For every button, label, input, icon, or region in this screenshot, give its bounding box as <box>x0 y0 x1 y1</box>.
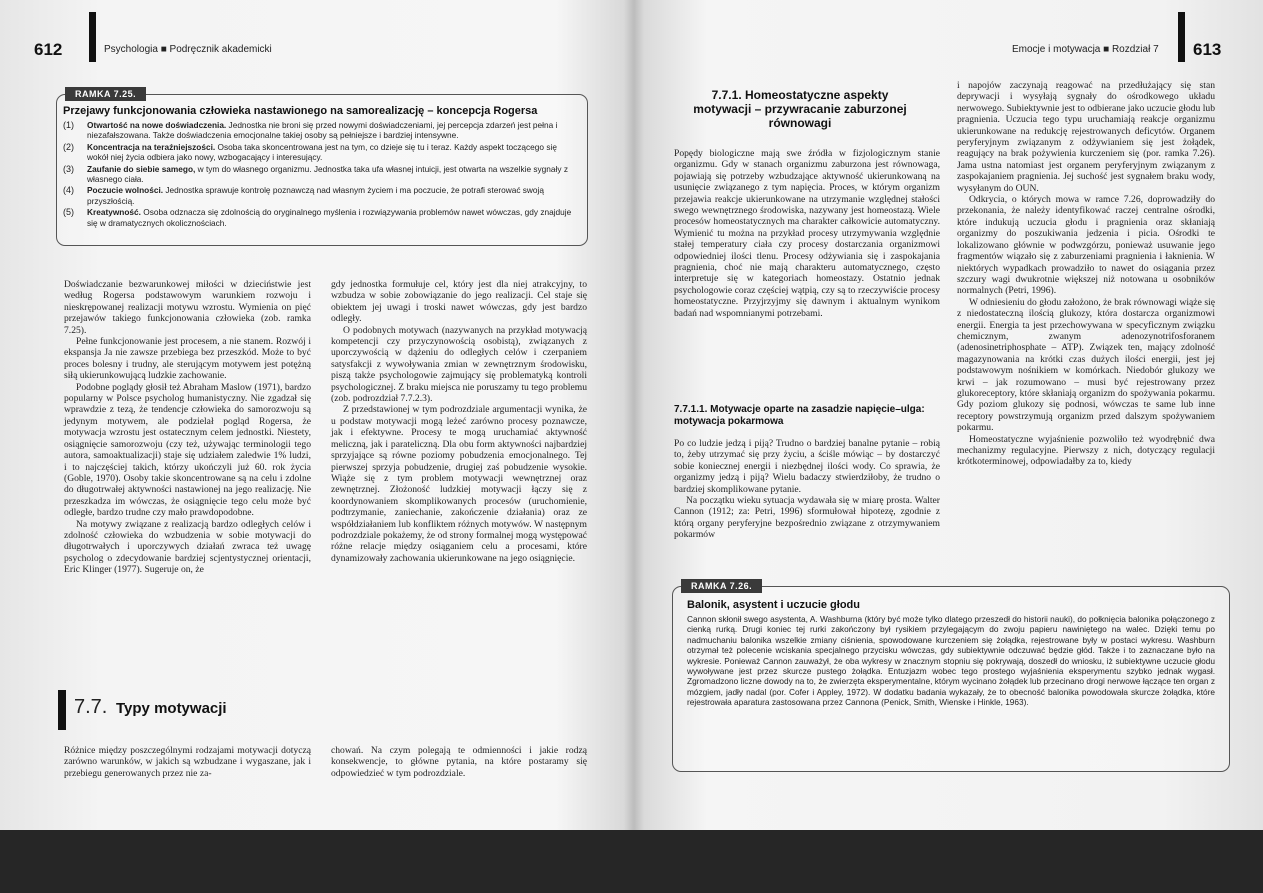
running-head-right: Emocje i motywacja ■ Rozdział 7 <box>1012 44 1159 55</box>
paragraph: Na motywy związane z realizacją bardzo odległych celów i zdolność człowieka do wzbudzenia w sobie motywacji do długotrwałych i uporczywych działań zwraca też uwagę psycholog o zdecydowanie bardziej scjentystycznej orientacji, Eric Klinger (1977). Sugeruje on, że <box>64 518 311 576</box>
paragraph: Pełne funkcjonowanie jest procesem, a nie stanem. Rozwój i ekspansja Ja nie zawsze przebiega bez przeszkód. Może to być proces bolesny i trudny, ale sterującym motywem jest potężną siłą ukierunkowującą ludzkie zachowanie. <box>64 336 311 382</box>
box-title: Przejawy funkcjonowania człowieka nastawionego na samorealizację – koncepcja Rogersa <box>63 105 538 117</box>
paragraph: Doświadczanie bezwarunkowej miłości w dzieciństwie jest według Rogersa podstawowym warunkiem rozwoju i nieskrępowanej realizacji motywu wzrostu. Wymienia on pięć przejawów takiego funkcjonowania człowieka (zob. ramka 7.25). <box>64 279 311 336</box>
box-item: (5) Kreatywność. Osoba odznacza się zdolnością do oryginalnego myślenia i rozwiązywania problemów nawet wówczas, gdy znajduje się w dramatycznych okolicznościach. <box>63 207 572 228</box>
section-7-7-1-title: 7.7.1. Homeostatyczne aspekty motywacji – przywracanie zaburzonej równowagi <box>693 88 907 130</box>
box-item: (2) Koncentracja na teraźniejszości. Osoba taka skoncentrowana jest na tym, co dzieje się tu i teraz. Każdy aspekt toczącego się wokół niej życia odbiera jako nowy, wzbogacający i interesujący. <box>63 141 557 163</box>
section-7-7-heading <box>58 690 358 730</box>
box-item: (4) Poczucie wolności. Jednostka sprawuje kontrolę poznawczą nad własnym życiem i ma poczucie, że potrafi sterować swoją przyszłością. <box>63 185 544 206</box>
box-7-26 <box>672 581 1230 772</box>
paragraph: Podobne poglądy głosił też Abraham Maslow (1971), bardzo popularny w Polsce psycholog humanistyczny. Nie zgadzał się wprawdzie z tezą, że tendencje człowieka do samorozwoju są jedynym motywem, ale podzielał pogląd Rogersa, że motywacja wzrostu jest ostatecznym celem jednostki. Niestety, osiągnięcie samorozwoju (czy też, używając terminologii tego autora, samoaktualizacji) staje się udziałem zaledwie 1% ludzi, i to najczęściej takich, którzy ukończyli już 60. rok życia (Goble, 1970). Osoby takie skoncentrowane są na celu i zdolne do długotrwałej aktywności nastawionej na jego realizację. Nie przeszkadza im wówczas, że osiągnięcie tego celu może być odległe, bardzo trudne czy mało prawdopodobne. <box>64 381 311 519</box>
box-tag: RAMKA 7.26. <box>681 579 762 593</box>
left-col-1 <box>64 279 311 576</box>
section-title: Typy motywacji <box>116 700 227 717</box>
left-bottom-col-1 <box>64 745 311 779</box>
left-page <box>0 0 628 850</box>
paragraph: Po co ludzie jedzą i piją? Trudno o bardziej banalne pytanie – robią to, żeby utrzymać się przy życiu, a ściśle mówiąc – by dostarczyć sobie koniecznej energii i niezbędnej ilości wody. Co sprawia, że organizmy jedzą i piją? Wielu badaczy stwierdziłoby, że trudno o bardziej skomplikowane pytanie. <box>674 438 940 495</box>
left-bottom-col-2 <box>331 745 587 779</box>
box-item-list <box>63 120 575 228</box>
right-page <box>632 0 1263 850</box>
page-number-right: 613 <box>1193 40 1222 59</box>
paragraph: Odkrycia, o których mowa w ramce 7.26, doprowadziły do przekonania, że należy identyfikować raczej centralne ośrodki, które indukują uczucia głodu i pragnienia oraz skłaniają organizmy do poszukiwania jedzenia i picia. Ośrodki te lokalizowano głównie w podwzgórzu, ponieważ usuwanie jego fragmentów wiązało się z zaburzeniami pragnienia i łaknienia. W niektórych wypadkach prowadziło to nawet do osiągania przez szczury wagi dwukrotnie większej niż notowana u osobników normalnych (Petri, 1996). <box>957 194 1215 297</box>
paragraph: Popędy biologiczne mają swe źródła w fizjologicznym stanie organizmu. Gdy w stanach organizmu zaburzona jest równowaga, pojawiają się potrzeby wzbudzające aktywność ukierunkowaną na usunięcie związanego z tym napięcia. Proces, w którym organizm przejawia reakcje ukierunkowane na utrzymanie względnej stałości swego wewnętrznego środowiska, nazywany jest homeostazą. Wiele procesów homeostatycznych ma charakter całkowicie automatyczny. Wymienić tu można na przykład procesy utrzymywania względnie stałej temperatury ciała czy procesy dostarczania organizmowi odpowiedniej ilości tlenu. Procesy odżywiania się i zaspokajania pragnienia, choć nie mają charakteru automatycznego, często interpretuje się w kategoriach homeostazy. Ostatnio jednak psychologowie coraz częściej wątpią, czy są to rzeczywiście procesy homeostatyczne. Przyjrzyjmy się dawnym i aktualnym wynikom badań nad wspomnianymi potrzebami. <box>674 148 940 319</box>
paragraph: W odniesieniu do głodu założono, że brak równowagi wiąże się z niedostateczną ilością glukozy, która dostarcza organizmowi energii. Energia ta jest przechowywana w specyficznym związku chemicznym, zwanym adenozynotrifosforanem (adenosinetriphosphate – ATP). Związek ten, mający zdolność magazynowania na krótki czas dużych ilości energii, jest jej podstawowym nośnikiem w komórkach. Niedobór glukozy we krwi – jak rozumowano – musi być rejestrowany przez glukoreceptory, które skłaniają organizm do spożywania pokarmu. Gdy poziom glukozy się podnosi, wówczas te same lub inne receptory powstrzymują organizm przed dalszym spożywaniem pokarmu. <box>957 296 1215 434</box>
page-number-left: 612 <box>34 40 63 59</box>
section-bar <box>58 690 66 730</box>
running-head-left: Psychologia ■ Podręcznik akademicki <box>104 44 272 55</box>
paragraph: i napojów zaczynają reagować na przedłużający się stan deprywacji i wysyłają sygnały do ośrodkowego układu nerwowego. Subiektywnie jest to odbierane jako uczucie głodu lub pragnienia. Uczucia tego typu uruchamiają reakcje organizmu ukierunkowane na redukcję rejestrowanych deficytów. Organem peryferyjnym związanym z odżywianiem się jest żołądek, reagujący na brak pożywienia kurczeniem się (por. ramka 7.26). Jama ustna natomiast jest organem peryferyjnym związanym z zaspokajaniem pragnienia. Jej suchość jest sygnałem braku wody, wysyłanym do OUN. <box>957 80 1215 194</box>
paragraph: Na początku wieku sytuacja wydawała się w miarę prosta. Walter Cannon (1912; za: Petri, 1996) sformułował hipotezę, zgodnie z którą organy peryferyjne bezpośrednio związane z otrzymywaniem pokarmów <box>674 495 940 541</box>
section-7-7-1-1-title: 7.7.1.1. Motywacje oparte na zasadzie napięcie–ulga: motywacja pokarmowa <box>674 404 925 427</box>
paragraph: chowań. Na czym polegają te odmienności i jakie rodzą konsekwencje, to główne pytania, na które postaramy się odpowiedzieć w tym podrozdziale. <box>331 745 587 779</box>
right-col-1 <box>674 148 940 319</box>
right-col-2 <box>957 80 1215 468</box>
header-bar-left <box>89 12 96 62</box>
box-7-25 <box>56 89 588 246</box>
paragraph: Homeostatyczne wyjaśnienie pozwoliło też wyodrębnić dwa mechanizmy regulacyjne. Pierwszy z nich, dotyczący regulacji krótkoterminowej, odpowiadałby za to, kiedy <box>957 433 1215 468</box>
box-text: Cannon skłonił swego asystenta, A. Washburna (który być może tylko dlatego przeszedł do historii nauki), do połknięcia balonika połączonego z cienką rurką. Drugi koniec tej rurki zakończony był rysikiem przylegającym do zwoju papieru nawiniętego na walec. Dzięki temu po nadmuchaniu balonika wszelkie zmiany ciśnienia, spowodowane kurczeniem się żołądka, rejestrowane były w postaci wykresu. Washburn otrzymał też polecenie wciskania specjalnego przycisku wówczas, gdy subiektywnie odczuwać będzie głód. Także i to zaznaczane było na wykresie. Ponieważ Cannon zauważył, że oba wykresy w znacznym stopniu się pokrywają, doszedł do wniosku, iż subiektywne uczucie głodu wywoływane jest przez skurcze pustego żołądka. Entuzjazm wobec tego prostego wyjaśnienia eksperymentu szybko jednak wygasł. Zgromadzono liczne dowody na to, że zwierzęta eksperymentalne, którym wycinano żołądek lub przecinano drogi nerwowe łączące ten organ z mózgiem, jadły nadal (por. Cofer i Appley, 1972). W dodatku badania wykazały, że to obecność balonika powodowała skurcze żołądka, które rejestrowała aparatura zastosowana przez Cannona (Penick, Smith, Wienske i Hinkle, 1963). <box>687 614 1215 708</box>
paragraph: Różnice między poszczególnymi rodzajami motywacji dotyczą zarówno warunków, w jakich są wzbudzane i wygaszane, jak i przebiegu generowanych przez nie za- <box>64 745 311 779</box>
paragraph: O podobnych motywach (nazywanych na przykład motywacją kompetencji czy przyczynowością osobistą), związanych z uporczywością w dążeniu do odległych celów i czerpaniem satysfakcji z wywoływania zmian w zewnętrznym środowisku, piszą także psychologowie zajmujący się problematyką kontroli psychologicznej. Z braku miejsca nie poruszamy tu tego problemu (zob. podrozdział 7.7.2.3). <box>331 324 587 405</box>
right-col-1b <box>674 438 940 541</box>
paragraph: Z przedstawionej w tym podrozdziale argumentacji wynika, że u podstaw motywacji mogą leżeć zarówno procesy poznawcze, jak i efektywne. Procesy te mogą uruchamiać aktywność meliczną, jak i parateliczną. Dla obu form aktywności najbardziej sprzyjające są równe poziomy pobudzenia emocjonalnego. Tej pierwszej sprzyja pobudzenie, drugiej zaś pobudzenie wysokie. Wiąże się z tym problem motywacji wewnętrznej oraz zewnętrznej. Złożoność ludzkiej motywacji łączy się z koordynowaniem skomplikowanych procesów (uruchomienie, podtrzymanie, zaniechanie, zakończenie działania) oraz ze współdziałaniem lub konfliktem różnych motywów. W następnym podrozdziale pokażemy, że od strony formalnej mogą występować różne relacje między osiąganiem celu a procesami, które dynamizowały zachowania ukierunkowane na jego osiągnięcie. <box>331 404 587 564</box>
paragraph: gdy jednostka formułuje cel, który jest dla niej atrakcyjny, to wzbudza w sobie zobowiązanie do jego realizacji. Cel staje się obiektem jej uwagi i troski nawet wówczas, gdy jest bardzo odległy. <box>331 279 587 325</box>
box-title: Balonik, asystent i uczucie głodu <box>687 599 860 611</box>
box-tag: RAMKA 7.25. <box>65 87 146 101</box>
section-number: 7.7. <box>74 696 108 718</box>
scan-bottom-edge <box>0 830 1263 893</box>
box-item: (3) Zaufanie do siebie samego, w tym do własnego organizmu. Jednostka taka ufa własnej intuicji, jest otwarta na wszelkie sygnały z własnego ciała. <box>63 163 568 185</box>
box-item: (1) Otwartość na nowe doświadczenia. Jednostka nie broni się przed nowymi doświadczeniami, jej percepcja zdarzeń jest pełna i niezafałszowana. Także doświadczenia emocjonalne takiej osoby są pełniejsze i bardziej intensywne. <box>63 120 558 141</box>
header-bar-right <box>1178 12 1185 62</box>
left-col-2 <box>331 279 587 564</box>
